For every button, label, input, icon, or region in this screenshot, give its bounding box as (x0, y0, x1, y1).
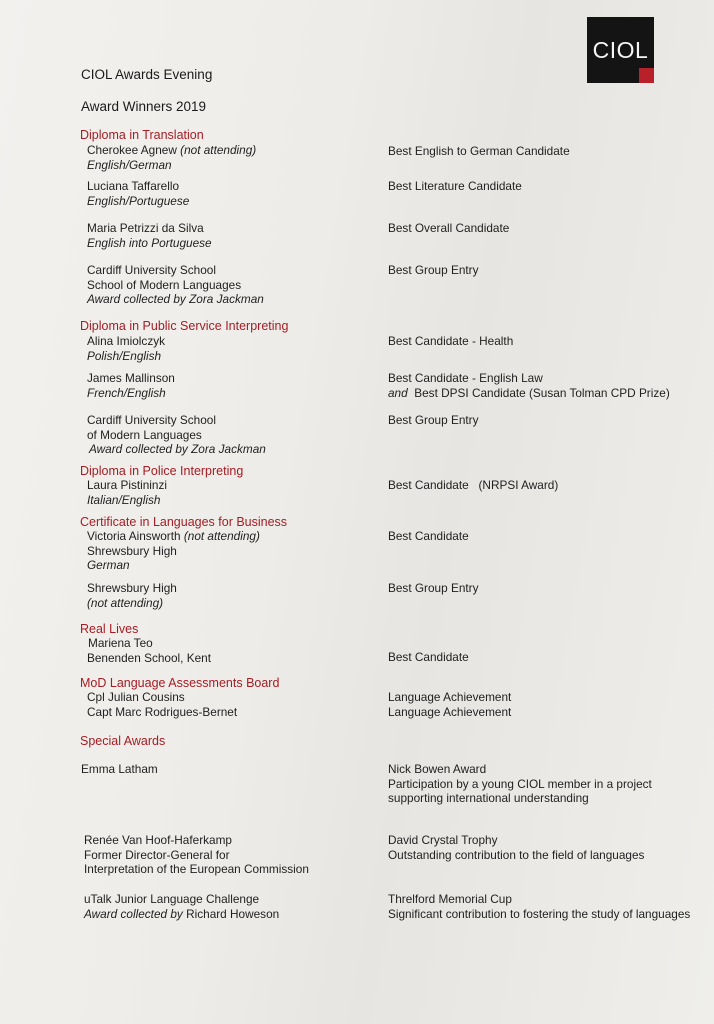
winner-name: Cardiff University School (87, 413, 216, 427)
section-title: Diploma in Translation (80, 128, 204, 142)
award-name: Best Group Entry (388, 263, 479, 277)
logo-red-square (639, 68, 654, 83)
page-subtitle: Award Winners 2019 (81, 99, 207, 114)
award-description-line2: supporting international understanding (388, 791, 589, 805)
language-pair: English into Portuguese (87, 235, 212, 250)
language-pair: Italian/English (87, 492, 161, 507)
logo-text: CIOL (592, 36, 649, 63)
award-name: David Crystal Trophy (388, 833, 498, 847)
award-name: Best Candidate (388, 529, 469, 543)
award-name-second: Best DPSI Candidate (Susan Tolman CPD Prize) (414, 385, 670, 400)
winner-name: Maria Petrizzi da Silva (87, 221, 204, 235)
collection-note: Award collected by Zora Jackman (87, 292, 264, 306)
language-pair: English/German (87, 157, 172, 172)
winner-name: James Mallinson (87, 371, 175, 385)
winner-name: Renée Van Hoof-Haferkamp (84, 833, 232, 847)
language-pair: French/English (87, 385, 166, 400)
award-name: Best Group Entry (388, 581, 479, 595)
attendance-note: (not attending) (183, 529, 260, 543)
award-conjunction: and (388, 385, 408, 400)
winner-name: Mariena Teo (88, 636, 153, 650)
award-description: Participation by a young CIOL member in a project (388, 776, 652, 791)
school-name: Shrewsbury High (87, 543, 177, 558)
winner-name: Alina Imiolczyk (87, 334, 166, 348)
winner-name: Cpl Julian Cousins (87, 690, 185, 704)
award-name: Best Literature Candidate (388, 179, 522, 193)
winner-name: uTalk Junior Language Challenge (84, 892, 260, 906)
attendance-note: (not attending) (180, 143, 257, 157)
winner-name: Laura Pistininzi (87, 478, 167, 492)
winner-name: Victoria Ainsworth (87, 529, 181, 543)
school-name: Benenden School, Kent (87, 650, 211, 665)
award-name: Nick Bowen Award (388, 762, 487, 776)
winner-name-second: Capt Marc Rodrigues-Bernet (87, 704, 238, 719)
winner-name: Emma Latham (81, 762, 158, 776)
winner-name-line2: School of Modern Languages (87, 277, 242, 292)
award-description: Significant contribution to fostering the study of languages (388, 906, 691, 921)
attendance-note: (not attending) (87, 595, 164, 610)
section-title: Diploma in Police Interpreting (80, 464, 244, 478)
winner-name-line2: of Modern Languages (87, 427, 202, 442)
section-title: MoD Language Assessments Board (80, 676, 280, 690)
section-title: Certificate in Languages for Business (80, 515, 288, 529)
language-pair: Polish/English (87, 348, 162, 363)
section-title: Special Awards (80, 734, 166, 748)
section-title: Real Lives (80, 622, 139, 636)
section-title: Diploma in Public Service Interpreting (80, 319, 289, 333)
award-name: Best Group Entry (388, 413, 479, 427)
award-name: Best Candidate - English Law (388, 371, 543, 385)
language-pair: English/Portuguese (87, 193, 190, 208)
winner-name: Shrewsbury High (87, 581, 177, 595)
collector-name: Richard Howeson (186, 906, 280, 921)
winner-name: Cherokee Agnew (87, 143, 177, 157)
award-name: Best Candidate (388, 650, 469, 664)
winner-role: Former Director-General for (84, 847, 230, 862)
award-name: Best English to German Candidate (388, 144, 570, 158)
award-name: Threlford Memorial Cup (388, 892, 512, 906)
ciol-logo (587, 17, 654, 83)
award-description: Outstanding contribution to the field of languages (388, 847, 645, 862)
language: German (87, 558, 130, 572)
collection-prefix: Award collected by (84, 906, 183, 921)
winner-name: Luciana Taffarello (87, 179, 180, 193)
award-name: Best Candidate - Health (388, 334, 514, 348)
award-name-second: Language Achievement (388, 704, 512, 719)
award-name: Best Candidate (NRPSI Award) (388, 478, 559, 492)
page-title: CIOL Awards Evening (81, 67, 213, 82)
collection-note: Award collected by Zora Jackman (89, 442, 266, 456)
award-name: Best Overall Candidate (388, 221, 510, 235)
winner-name: Cardiff University School (87, 263, 216, 277)
winner-role-line2: Interpretation of the European Commission (84, 862, 309, 876)
award-name: Language Achievement (388, 690, 512, 704)
